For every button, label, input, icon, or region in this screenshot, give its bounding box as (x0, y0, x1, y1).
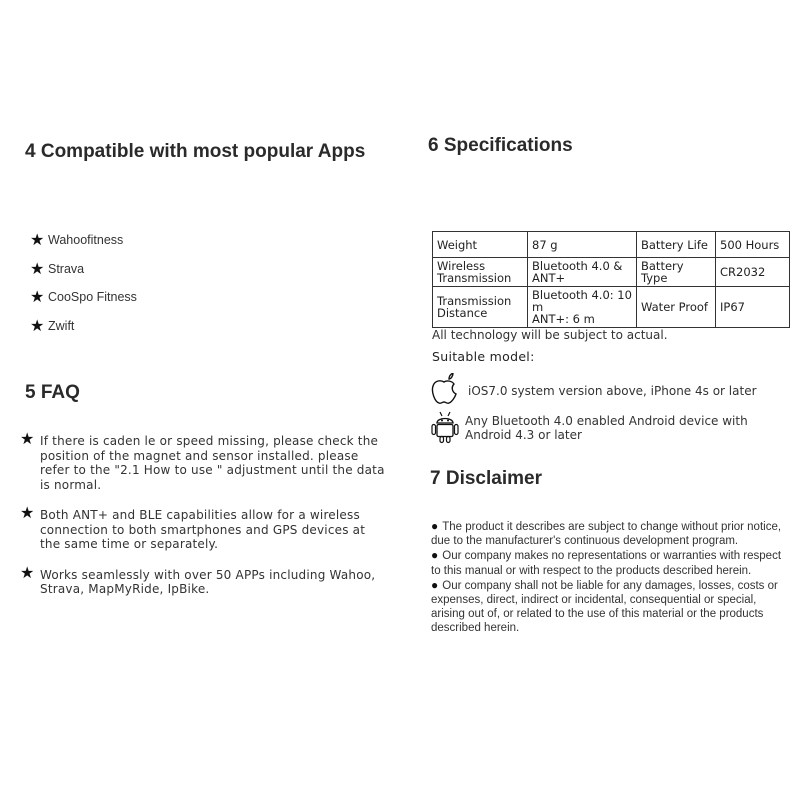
faq-item: ★ Works seamlessly with over 50 APPs including Wahoo, Strava, MapMyRide, IpBike. (20, 562, 376, 596)
bullet-icon: ● (431, 548, 439, 563)
section-5-title: 5 FAQ (25, 382, 80, 403)
faq-list (20, 429, 385, 613)
disclaimer-text (431, 519, 793, 636)
apple-icon (430, 373, 458, 405)
list-item: ★ Wahoofitness (30, 232, 124, 250)
star-icon: ★ (20, 429, 35, 448)
disclaimer-item: ● Our company shall not be liable for any damages, losses, costs or expenses, direct, indirect or incidental, consequential or special, arising out of, or related to the use of this material or the products described herein. (431, 577, 778, 635)
list-item: ★ Zwift (30, 317, 75, 335)
android-icon (430, 410, 460, 444)
section-7-title: 7 Disclaimer (430, 468, 542, 489)
star-icon: ★ (20, 562, 35, 582)
faq-item: ★ If there is caden le or speed missing, please check the position of the magnet and sensor installed. please refer to the "2.1 How to use " adjustment until the data is normal. (20, 429, 385, 492)
star-icon: ★ (20, 503, 35, 522)
table-row (433, 258, 790, 287)
star-icon: ★ (30, 317, 45, 335)
section-6-title: 6 Specifications (428, 135, 573, 156)
disclaimer-item: ● Our company makes no representations or warranties with respect to this manual or with respect to the products described herein. (431, 548, 782, 577)
battery-life-value: 500 Hours (716, 232, 790, 258)
distance-label: Transmission Distance (433, 287, 528, 328)
weight-value: 87 g (528, 232, 637, 258)
bullet-icon: ● (431, 519, 439, 533)
android-model-row (430, 410, 748, 444)
disclaimer-item: ● The product it describes are subject to change without prior notice, due to the manufacturer's continuous development program. (431, 519, 782, 548)
list-item: ★ CooSpo Fitness (30, 289, 137, 307)
wireless-value: Bluetooth 4.0 & ANT+ (528, 258, 637, 287)
list-item: ★ Strava (30, 260, 85, 278)
section-4-title: 4 Compatible with most popular Apps (25, 141, 366, 162)
star-icon: ★ (30, 232, 45, 250)
star-icon: ★ (30, 260, 45, 278)
distance-value: Bluetooth 4.0: 10 m ANT+: 6 m (528, 287, 637, 328)
ios-model-text: iOS7.0 system version above, iPhone 4s or later (468, 384, 757, 398)
battery-type-label: Battery Type (637, 258, 716, 287)
waterproof-value: IP67 (716, 287, 790, 328)
ios-model-row (430, 373, 757, 405)
weight-label: Weight (433, 232, 528, 258)
battery-type-value: CR2032 (716, 258, 790, 287)
table-row (433, 232, 790, 258)
spec-table (432, 231, 790, 328)
waterproof-label: Water Proof (637, 287, 716, 328)
suitable-model-label: Suitable model: (432, 349, 535, 364)
faq-item: ★ Both ANT+ and BLE capabilities allow for a wireless connection to both smartphones and GPS devices at the same time or separately. (20, 503, 366, 551)
wireless-label: Wireless Transmission (433, 258, 528, 287)
star-icon: ★ (30, 289, 45, 307)
app-list (30, 226, 370, 340)
spec-note: All technology will be subject to actual. (432, 328, 668, 342)
bullet-icon: ● (431, 577, 439, 592)
table-row (433, 287, 790, 328)
android-model-text: Any Bluetooth 4.0 enabled Android device with Android 4.3 or later (465, 414, 748, 442)
battery-life-label: Battery Life (637, 232, 716, 258)
